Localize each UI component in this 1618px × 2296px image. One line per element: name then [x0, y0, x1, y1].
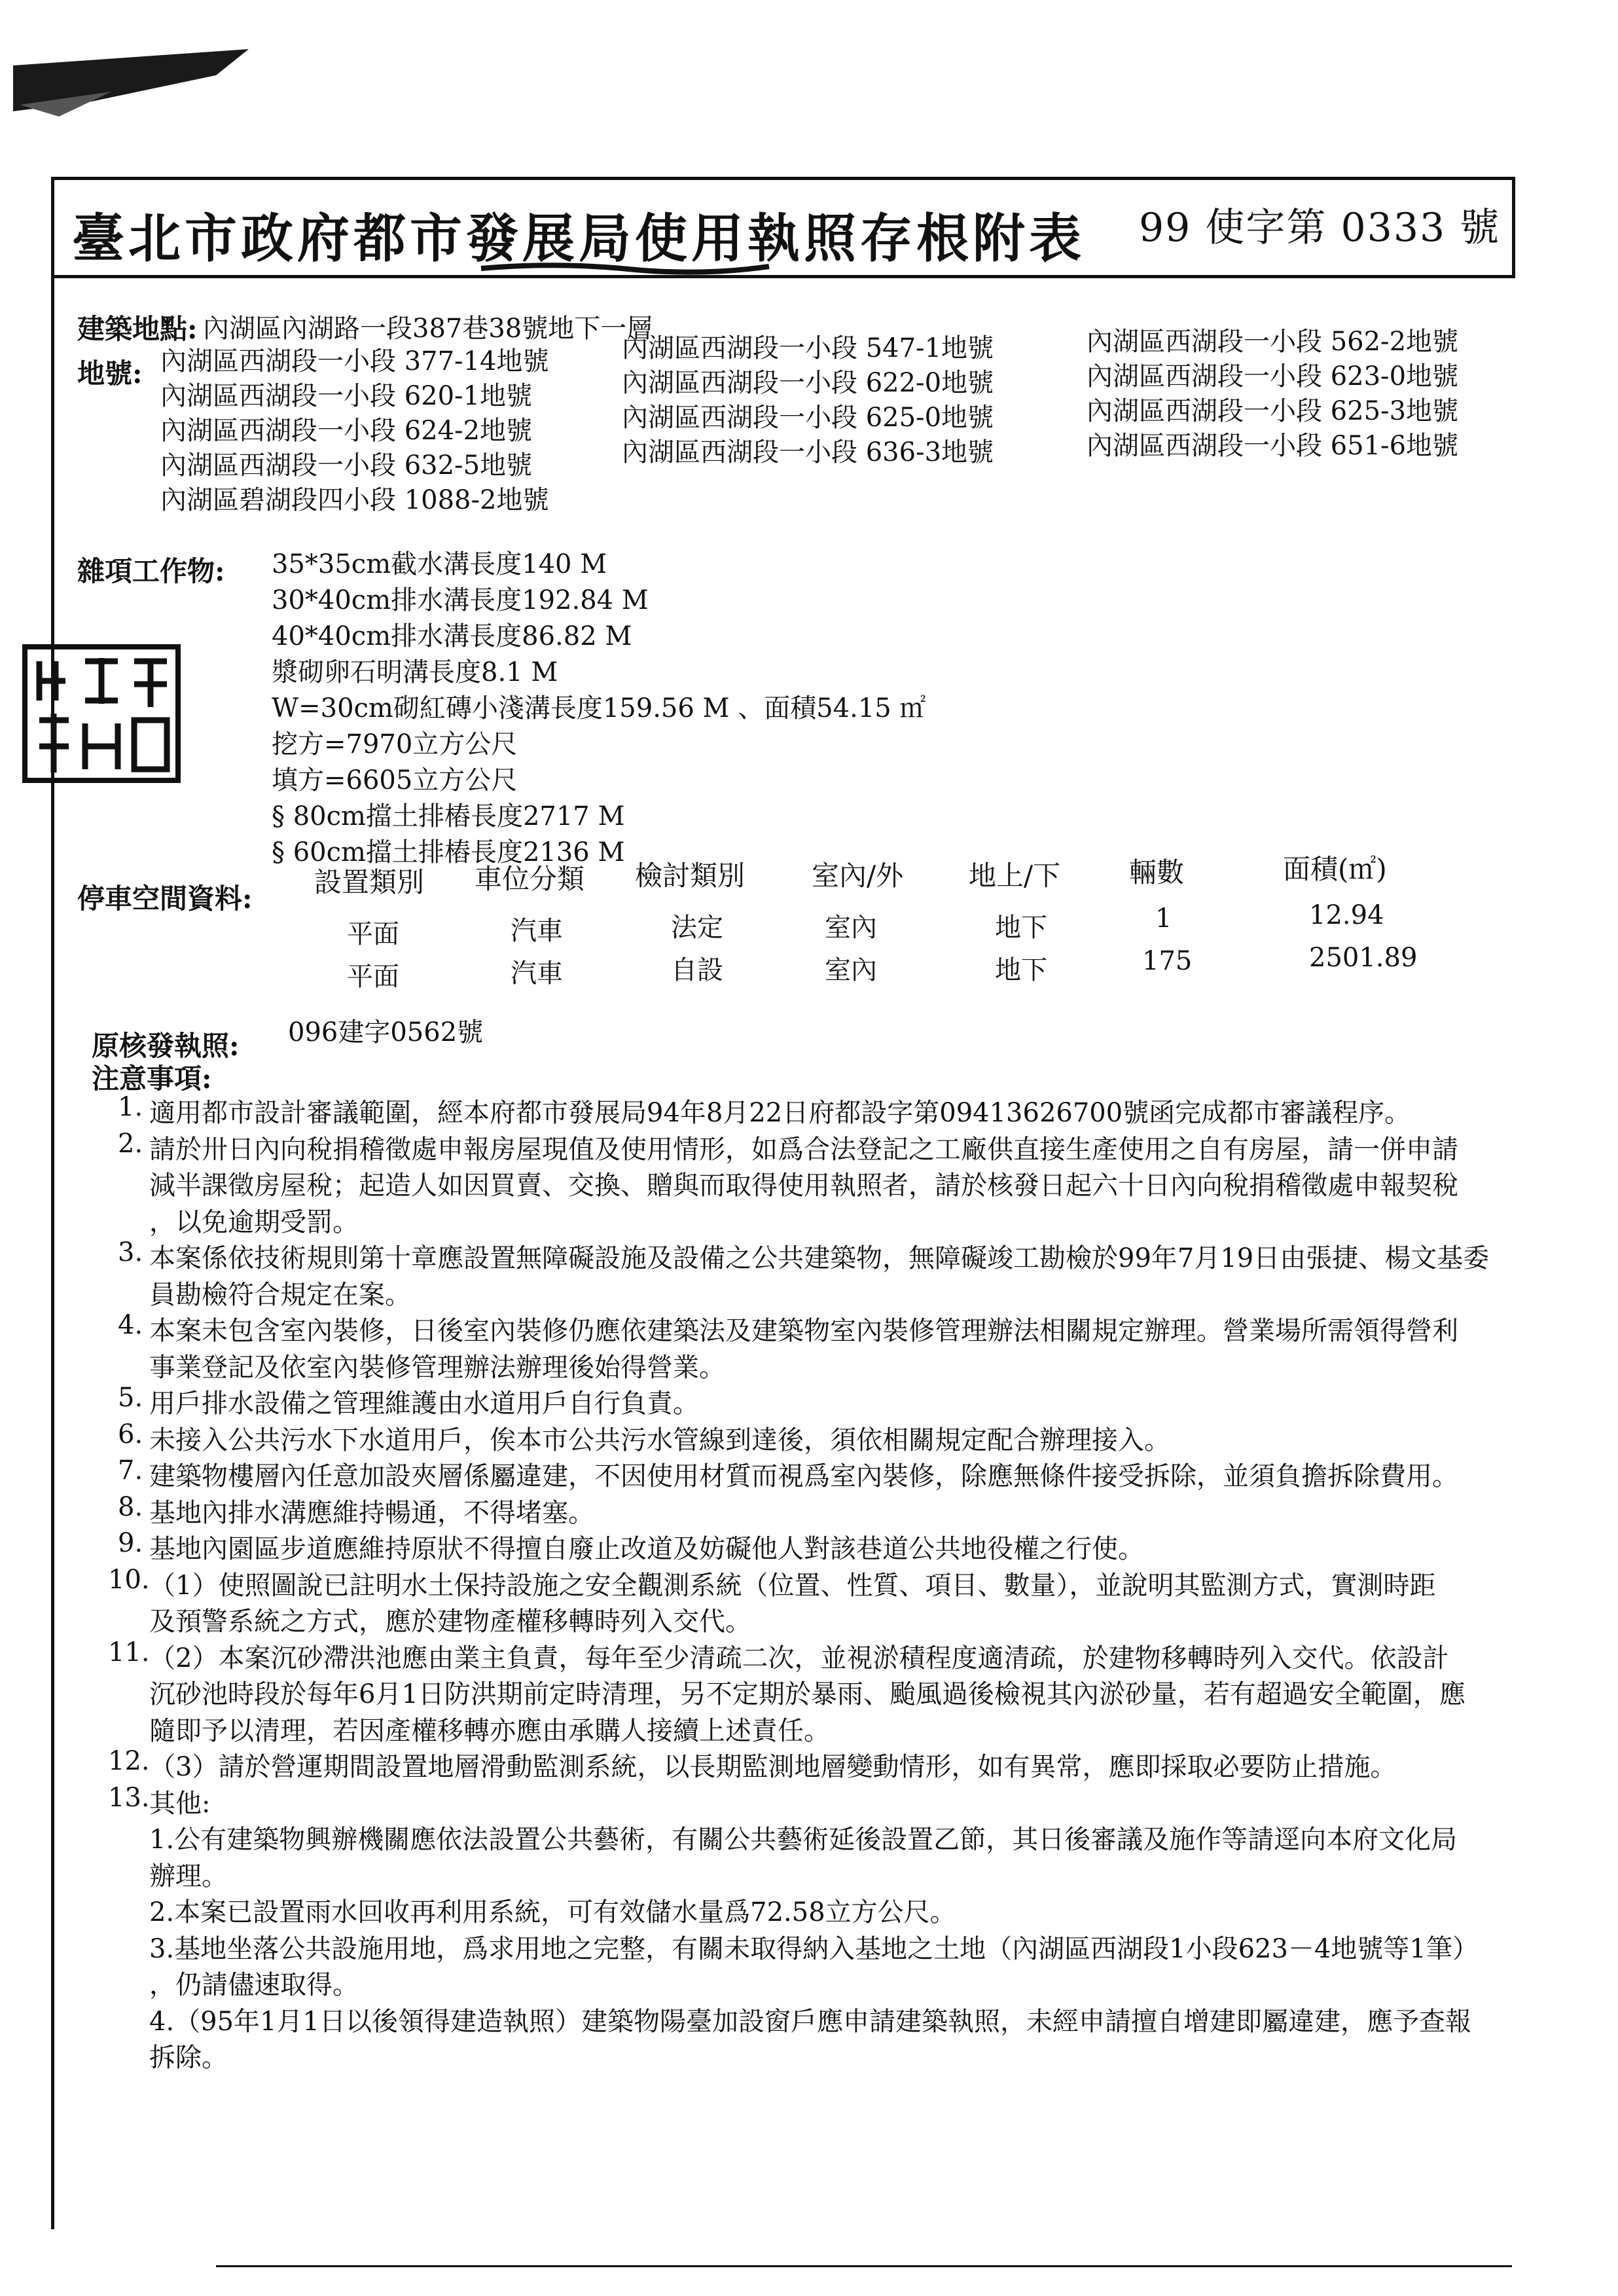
note-text: 1.公有建築物興辦機關應依法設置公共藝術，有關公共藝術延後設置乙節，其日後審議及施作等請逕向本府文化局: [149, 1825, 1458, 1855]
note-number: 12.: [108, 1746, 150, 1776]
lot-item: 內湖區碧湖段四小段 1088-2地號: [160, 485, 549, 515]
note-text: 本案未包含室內裝修，日後室內裝修仍應依建築法及建築物室內裝修管理辦法相關規定辦理。營業場所需領得營利: [149, 1316, 1458, 1346]
parking-header: 地上/下: [969, 860, 1061, 892]
lot-item: 內湖區西湖段一小段 620-1地號: [160, 381, 533, 411]
parking-header: 室內/外: [812, 860, 904, 892]
note-text: 請於卅日內向稅捐稽徵處申報房屋現值及使用情形，如爲合法登記之工廠供直接生產使用之自有房屋，請一併申請: [149, 1135, 1458, 1165]
lot-item: 內湖區西湖段一小段 636-3地號: [622, 437, 994, 467]
parking-cell: 室內: [825, 913, 877, 943]
note-text: 拆除。: [149, 2043, 228, 2073]
misc-work-item: 漿砌卵石明溝長度8.1 M: [272, 657, 558, 687]
misc-work-item: 40*40cm排水溝長度86.82 M: [272, 621, 632, 651]
note-number: 3.: [118, 1237, 143, 1267]
misc-work-item: 35*35cm截水溝長度140 M: [272, 549, 607, 579]
note-number: 10.: [108, 1565, 150, 1595]
lot-item: 內湖區西湖段一小段 547-1地號: [622, 333, 994, 363]
misc-work-item: 30*40cm排水溝長度192.84 M: [272, 585, 649, 615]
parking-cell: 地下: [995, 955, 1047, 985]
note-text: 減半課徵房屋稅；起造人如因買賣、交換、贈與而取得使用執照者，請於核發日起六十日內向稅捐稽徵處申報契稅: [149, 1171, 1458, 1201]
lots-label: 地號:: [77, 357, 143, 390]
note-number: 13.: [108, 1783, 150, 1813]
parking-cell: 自設: [671, 955, 723, 985]
scan-artifact: [0, 39, 249, 118]
note-number: 11.: [108, 1637, 150, 1667]
misc-work-item: § 60cm擋土排樁長度2136 M: [272, 837, 625, 867]
lot-item: 內湖區西湖段一小段 651-6地號: [1087, 431, 1459, 461]
note-text: 事業登記及依室內裝修管理辦法辦理後始得營業。: [149, 1353, 725, 1383]
lot-item: 內湖區西湖段一小段 625-3地號: [1087, 396, 1459, 426]
note-text: 3.基地坐落公共設施用地，爲求用地之完整，有關未取得納入基地之土地（內湖區西湖段1小段623－4地號等1筆）: [149, 1934, 1479, 1964]
note-text: ，以免逾期受罰。: [149, 1207, 359, 1237]
title-stroke-mark: [478, 259, 772, 278]
parking-cell: 汽車: [511, 958, 563, 989]
location-value: 內湖區內湖路一段387巷38號地下一層: [203, 314, 653, 344]
note-text: 4.（95年1月1日以後領得建造執照）建築物陽臺加設窗戶應申請建築執照，未經申請擅自增建即屬違建，應予查報: [149, 2007, 1471, 2037]
lot-item: 內湖區西湖段一小段 562-2地號: [1087, 327, 1459, 357]
parking-cell: 室內: [825, 955, 877, 985]
note-text: 建築物樓層內任意加設夾層係屬違建，不因使用材質而視爲室內裝修，除應無條件接受拆除，並須負擔拆除費用。: [149, 1461, 1458, 1491]
parking-cell: 汽車: [511, 916, 563, 946]
notes-label: 注意事項:: [92, 1063, 212, 1095]
original-permit-value: 096建字0562號: [288, 1017, 484, 1048]
note-text: 基地內排水溝應維持暢通，不得堵塞。: [149, 1498, 594, 1528]
parking-cell: 2501.89: [1309, 943, 1418, 973]
bottom-rule: [216, 2265, 1512, 2267]
parking-header: 輛數: [1129, 856, 1185, 888]
lot-item: 內湖區西湖段一小段 623-0地號: [1087, 361, 1459, 392]
note-text: 沉砂池時段於每年6月1日防洪期前定時清理，另不定期於暴雨、颱風過後檢視其內淤砂量，若有超過安全範圍，應: [149, 1679, 1465, 1709]
parking-header: 車位分類: [475, 863, 585, 895]
parking-label: 停車空間資料:: [77, 883, 253, 915]
parking-header: 面積(㎡): [1283, 853, 1387, 885]
parking-header: 檢討類別: [635, 860, 746, 892]
parking-cell: 平面: [347, 919, 399, 949]
parking-cell: 法定: [671, 913, 723, 943]
note-number: 1.: [118, 1092, 143, 1122]
note-text: 2.本案已設置雨水回收再利用系統，可有效儲水量爲72.58立方公尺。: [149, 1897, 956, 1927]
parking-cell: 地下: [995, 913, 1047, 943]
note-number: 7.: [118, 1455, 143, 1485]
note-text: （3）請於營運期間設置地層滑動監測系統，以長期監測地層變動情形，如有異常，應即採取必要防止措施。: [149, 1752, 1397, 1782]
misc-work-item: 填方=6605立方公尺: [272, 765, 518, 795]
document-title: 臺北市政府都市發展局使用執照存根附表: [72, 208, 1085, 269]
misc-work-item: 挖方=7970立方公尺: [272, 729, 518, 759]
original-permit-label: 原核發執照:: [92, 1030, 240, 1062]
note-text: （1）使照圖說已註明水土保持設施之安全觀測系統（位置、性質、項目、數量），並說明其監測方式，實測時距: [149, 1571, 1436, 1601]
note-text: 及預警系統之方式，應於建物產權移轉時列入交代。: [149, 1607, 751, 1637]
lot-item: 內湖區西湖段一小段 377-14地號: [160, 346, 549, 376]
misc-work-item: § 80cm擋土排樁長度2717 M: [272, 801, 625, 831]
misc-works-label: 雜項工作物:: [77, 555, 225, 587]
location-label: 建築地點:: [77, 313, 198, 345]
note-text: （2）本案沉砂滯洪池應由業主負責，每年至少清疏二次，並視淤積程度適清疏，於建物移轉時列入交代。依設計: [149, 1643, 1449, 1673]
note-number: 8.: [118, 1492, 143, 1522]
lot-item: 內湖區西湖段一小段 622-0地號: [622, 368, 994, 398]
note-text: 隨即予以清理，若因產權移轉亦應由承購人接續上述責任。: [149, 1716, 830, 1746]
note-text: 用戶排水設備之管理維護由水道用戶自行負責。: [149, 1389, 699, 1419]
note-number: 5.: [118, 1383, 143, 1413]
parking-cell: 12.94: [1309, 900, 1384, 930]
note-text: 辦理。: [149, 1861, 228, 1891]
parking-cell: 1: [1155, 903, 1172, 934]
note-text: ，仍請儘速取得。: [149, 1970, 359, 2000]
note-text: 員勘檢符合規定在案。: [149, 1280, 411, 1310]
note-text: 未接入公共污水下水道用戶，俟本市公共污水管線到達後，須依相關規定配合辦理接入。: [149, 1425, 1170, 1455]
lot-item: 內湖區西湖段一小段 632-5地號: [160, 450, 533, 481]
lot-item: 內湖區西湖段一小段 624-2地號: [160, 416, 533, 446]
official-seal-stamp: [20, 642, 183, 786]
note-number: 4.: [118, 1310, 143, 1340]
parking-cell: 平面: [347, 962, 399, 992]
note-text: 基地內園區步道應維持原狀不得擅自廢止改道及妨礙他人對該巷道公共地役權之行使。: [149, 1534, 1144, 1564]
parking-cell: 175: [1142, 946, 1193, 976]
lot-item: 內湖區西湖段一小段 625-0地號: [622, 403, 994, 433]
note-text: 本案係依技術規則第十章應設置無障礙設施及設備之公共建築物，無障礙竣工勘檢於99年7月19日由張捷、楊文基委: [149, 1243, 1490, 1273]
note-text: 適用都市設計審議範圍，經本府都市發展局94年8月22日府都設字第09413626700號函完成都市審議程序。: [149, 1098, 1411, 1128]
parking-header: 設置類別: [314, 866, 425, 898]
note-text: 其他:: [149, 1789, 211, 1819]
note-number: 6.: [118, 1419, 143, 1449]
note-number: 2.: [118, 1129, 143, 1159]
permit-number: 99 使字第 0333 號: [1139, 205, 1501, 251]
misc-work-item: W=30cm砌紅磚小淺溝長度159.56 M 、面積54.15 ㎡: [272, 693, 926, 723]
note-number: 9.: [118, 1528, 143, 1558]
